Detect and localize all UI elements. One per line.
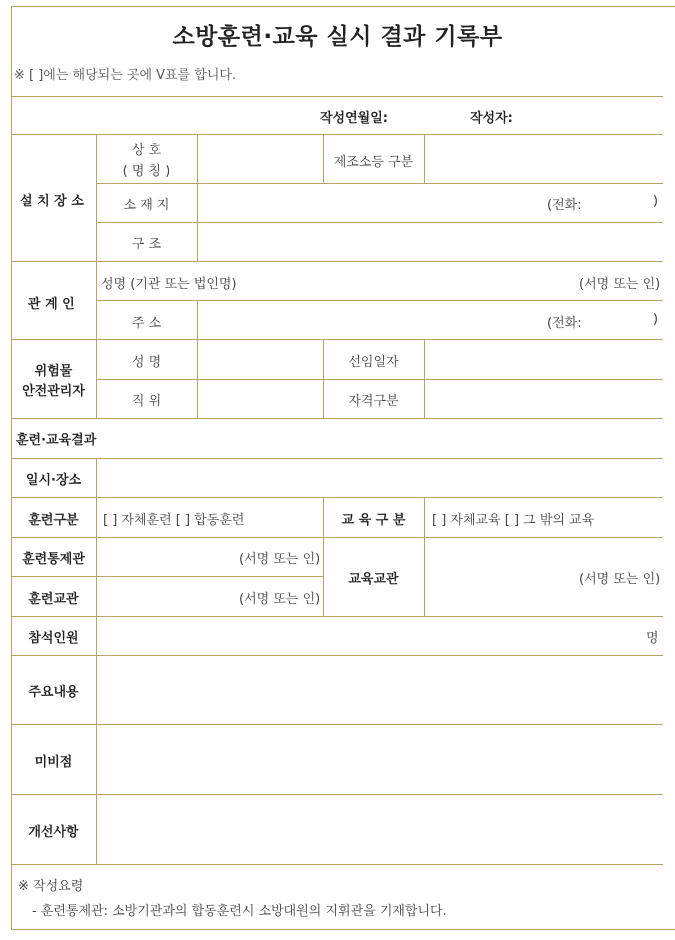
form-note: ※ [ ]에는 해당되는 곳에 V표를 합니다. [14,68,237,83]
instructor-sign: (서명 또는 인) [239,592,321,607]
datetime-label: 일시·장소 [25,473,82,488]
divider [96,379,663,380]
location-phone-close: ) [653,194,659,209]
related-phone-label: (전화: [547,316,582,331]
improvement-label: 개선사항 [28,825,79,840]
training-type-label: 훈련구분 [28,513,79,528]
location-label: 소 재 지 [123,198,170,213]
divider [11,576,323,577]
edu-instructor-label: 교육교관 [348,572,399,587]
divider [96,458,97,864]
related-person-header: 관 계 인 [28,297,75,312]
divider [11,497,663,498]
appoint-date-label: 선임일자 [348,355,399,370]
divider [11,134,663,135]
divider [96,222,663,223]
education-type-label: 교 육 구 분 [341,513,406,528]
divider [424,339,425,418]
attendees-label: 참석인원 [28,631,79,646]
divider [11,724,663,725]
write-date-label: 작성연월일: [320,111,388,126]
divider [11,418,663,419]
divider [11,864,663,865]
safety-manager-header-1: 위험물 [34,364,73,379]
education-options: [ ] 자체교육 [ ] 그 밖의 교육 [432,513,595,528]
attendees-unit: 명 [646,631,659,646]
divider [96,183,663,184]
install-place-header: 설 치 장 소 [20,194,84,209]
result-section-label: 훈련·교육결과 [16,433,97,448]
divider [11,655,663,656]
manufacture-label: 제조소등 구분 [333,155,414,170]
divider [424,134,425,183]
qualification-label: 자격구분 [348,394,399,409]
related-address-label: 주 소 [131,316,162,331]
divider [11,458,663,459]
divider [424,497,425,616]
name-sub-label: ( 명 칭 ) [122,164,171,179]
divider [11,616,663,617]
related-sign-label: (서명 또는 인) [579,277,661,292]
manager-name-label: 성 명 [131,355,162,370]
safety-manager-header-2: 안전관리자 [22,384,85,399]
divider [11,794,663,795]
controller-label: 훈련통제관 [22,552,85,567]
form-title: 소방훈련·교육 실시 결과 기록부 [172,24,503,50]
name-label: 상 호 [131,143,162,158]
guide-line: - 훈련통제관: 소방기관과의 합동훈련시 소방대원의 지휘관을 기재합니다. [32,904,447,919]
training-options: [ ] 자체훈련 [ ] 합동훈련 [103,513,245,528]
main-content-label: 주요내용 [28,685,79,700]
position-label: 직 위 [131,394,162,409]
guide-header: ※ 작성요령 [18,879,84,894]
deficiency-label: 미비점 [34,755,73,770]
writer-label: 작성자: [470,111,513,126]
divider [96,300,663,301]
related-phone-close: ) [653,312,659,327]
divider [11,261,663,262]
divider [197,300,198,418]
divider [11,96,663,97]
instructor-label: 훈련교관 [28,592,79,607]
divider [11,339,663,340]
location-phone-label: (전화: [547,198,582,213]
divider [197,134,198,261]
related-name-label: 성명 (기관 또는 법인명) [101,277,237,292]
controller-sign: (서명 또는 인) [239,552,321,567]
structure-label: 구 조 [131,237,162,252]
edu-instructor-sign: (서명 또는 인) [579,572,661,587]
divider [11,537,663,538]
